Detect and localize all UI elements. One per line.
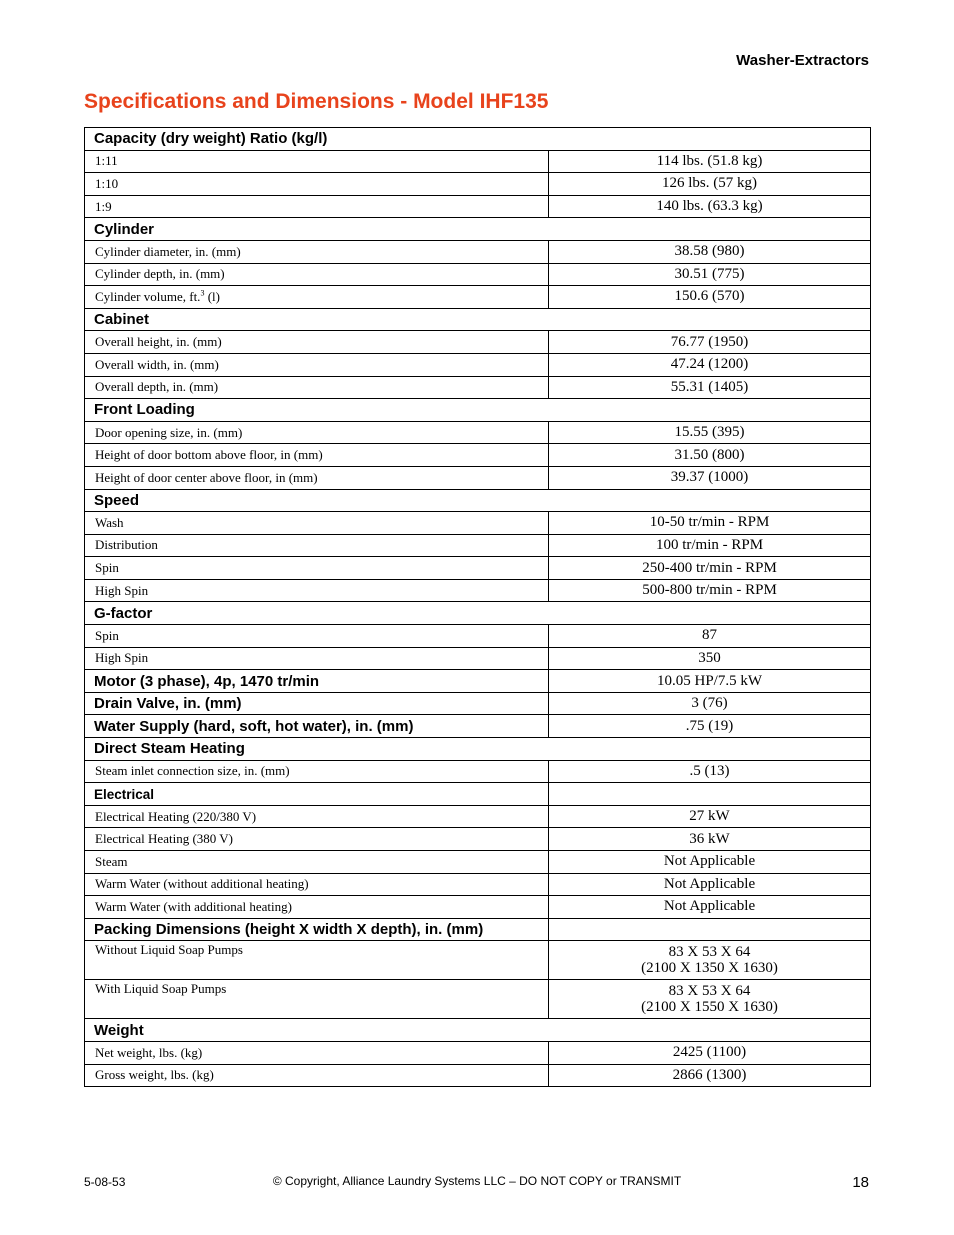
row-label bbox=[85, 286, 549, 309]
table-row bbox=[85, 670, 871, 693]
row-label: Electrical Heating (220/380 V) bbox=[85, 805, 549, 828]
row-value bbox=[549, 980, 871, 1019]
table-row bbox=[85, 150, 871, 173]
row-label: High Spin bbox=[85, 647, 549, 670]
table-row bbox=[85, 1041, 871, 1064]
table-row bbox=[85, 625, 871, 648]
row-label: Cylinder diameter, in. (mm) bbox=[85, 240, 549, 263]
table-row bbox=[85, 263, 871, 286]
table-row bbox=[85, 647, 871, 670]
section-heading-capacity: Capacity (dry weight) Ratio (kg/l) bbox=[85, 128, 871, 151]
row-value: 30.51 (775) bbox=[549, 263, 871, 286]
row-label: Without Liquid Soap Pumps bbox=[85, 941, 549, 980]
row-label: Net weight, lbs. (kg) bbox=[85, 1041, 549, 1064]
motor-value: 10.05 HP/7.5 kW bbox=[549, 670, 871, 693]
document-number: 5-08-53 bbox=[84, 1175, 126, 1189]
section-header-row bbox=[85, 218, 871, 241]
table-row bbox=[85, 353, 871, 376]
table-row bbox=[85, 195, 871, 218]
table-row bbox=[85, 805, 871, 828]
row-value: 140 lbs. (63.3 kg) bbox=[549, 195, 871, 218]
row-value: 47.24 (1200) bbox=[549, 353, 871, 376]
row-label: Overall width, in. (mm) bbox=[85, 353, 549, 376]
section-heading-front-loading: Front Loading bbox=[85, 399, 871, 422]
section-heading-cabinet: Cabinet bbox=[85, 308, 871, 331]
row-value: 76.77 (1950) bbox=[549, 331, 871, 354]
motor-label: Motor (3 phase), 4p, 1470 tr/min bbox=[85, 670, 549, 693]
row-label: Overall depth, in. (mm) bbox=[85, 376, 549, 399]
row-value: 500-800 tr/min - RPM bbox=[549, 579, 871, 602]
table-row bbox=[85, 918, 871, 941]
section-header-row bbox=[85, 489, 871, 512]
copyright-notice: © Copyright, Alliance Laundry Systems LLC – DO NOT COPY or TRANSMIT bbox=[272, 1174, 682, 1188]
water-supply-label: Water Supply (hard, soft, hot water), in. (mm) bbox=[85, 715, 549, 738]
empty-cell bbox=[549, 783, 871, 806]
section-header: Washer-Extractors bbox=[736, 52, 869, 69]
row-value: 39.37 (1000) bbox=[549, 466, 871, 489]
table-row bbox=[85, 896, 871, 919]
row-label: 1:10 bbox=[85, 173, 549, 196]
row-value bbox=[549, 941, 871, 980]
section-header-row bbox=[85, 308, 871, 331]
section-heading-weight: Weight bbox=[85, 1019, 871, 1042]
row-label-unit: (l) bbox=[204, 288, 220, 304]
table-row bbox=[85, 331, 871, 354]
row-value: Not Applicable bbox=[549, 851, 871, 874]
page-title: Specifications and Dimensions - Model IHF135 bbox=[84, 90, 549, 113]
table-row bbox=[85, 512, 871, 535]
row-value: 87 bbox=[549, 625, 871, 648]
section-header-row bbox=[85, 1019, 871, 1042]
table-row bbox=[85, 941, 871, 980]
table-row bbox=[85, 173, 871, 196]
row-label: Height of door bottom above floor, in (mm) bbox=[85, 444, 549, 467]
superscript: 3 bbox=[200, 288, 205, 298]
section-header-row bbox=[85, 128, 871, 151]
table-row bbox=[85, 1064, 871, 1087]
drain-valve-label: Drain Valve, in. (mm) bbox=[85, 692, 549, 715]
table-row bbox=[85, 240, 871, 263]
row-label: 1:11 bbox=[85, 150, 549, 173]
row-value: 15.55 (395) bbox=[549, 421, 871, 444]
drain-valve-value: 3 (76) bbox=[549, 692, 871, 715]
row-value: 38.58 (980) bbox=[549, 240, 871, 263]
row-value: 114 lbs. (51.8 kg) bbox=[549, 150, 871, 173]
row-value: Not Applicable bbox=[549, 873, 871, 896]
row-label: Gross weight, lbs. (kg) bbox=[85, 1064, 549, 1087]
table-row bbox=[85, 851, 871, 874]
row-label-text: Cylinder volume, ft. bbox=[95, 288, 201, 304]
row-value: 100 tr/min - RPM bbox=[549, 534, 871, 557]
row-value: 126 lbs. (57 kg) bbox=[549, 173, 871, 196]
row-value: 150.6 (570) bbox=[549, 286, 871, 309]
table-row bbox=[85, 534, 871, 557]
value-line: 83 X 53 X 64 bbox=[668, 983, 751, 1000]
table-row bbox=[85, 692, 871, 715]
row-label: Steam inlet connection size, in. (mm) bbox=[85, 760, 549, 783]
table-row bbox=[85, 760, 871, 783]
row-value: 250-400 tr/min - RPM bbox=[549, 557, 871, 580]
row-value: 55.31 (1405) bbox=[549, 376, 871, 399]
section-header-row bbox=[85, 602, 871, 625]
table-row bbox=[85, 421, 871, 444]
row-label: Warm Water (without additional heating) bbox=[85, 873, 549, 896]
section-heading-gfactor: G-factor bbox=[85, 602, 871, 625]
section-heading-speed: Speed bbox=[85, 489, 871, 512]
row-label: Cylinder depth, in. (mm) bbox=[85, 263, 549, 286]
row-label: Spin bbox=[85, 625, 549, 648]
row-value: 2425 (1100) bbox=[549, 1041, 871, 1064]
specifications-table bbox=[84, 127, 871, 1087]
row-label: High Spin bbox=[85, 579, 549, 602]
row-label: Door opening size, in. (mm) bbox=[85, 421, 549, 444]
row-label: Spin bbox=[85, 557, 549, 580]
section-header-row bbox=[85, 399, 871, 422]
row-value: 27 kW bbox=[549, 805, 871, 828]
row-value: 350 bbox=[549, 647, 871, 670]
row-value: 31.50 (800) bbox=[549, 444, 871, 467]
row-label: With Liquid Soap Pumps bbox=[85, 980, 549, 1019]
row-value: 10-50 tr/min - RPM bbox=[549, 512, 871, 535]
table-row bbox=[85, 783, 871, 806]
section-heading-packing: Packing Dimensions (height X width X depth), in. (mm) bbox=[85, 918, 549, 941]
row-value: Not Applicable bbox=[549, 896, 871, 919]
row-label: Distribution bbox=[85, 534, 549, 557]
table-row bbox=[85, 466, 871, 489]
row-label: 1:9 bbox=[85, 195, 549, 218]
value-line: (2100 X 1350 X 1630) bbox=[641, 960, 778, 977]
value-line: 83 X 53 X 64 bbox=[668, 944, 751, 961]
table-row bbox=[85, 715, 871, 738]
table-row bbox=[85, 579, 871, 602]
table-row bbox=[85, 444, 871, 467]
table-row bbox=[85, 873, 871, 896]
section-heading-cylinder: Cylinder bbox=[85, 218, 871, 241]
row-label: Steam bbox=[85, 851, 549, 874]
row-label: Warm Water (with additional heating) bbox=[85, 896, 549, 919]
empty-cell bbox=[549, 918, 871, 941]
table-row bbox=[85, 828, 871, 851]
table-row bbox=[85, 376, 871, 399]
row-value: .5 (13) bbox=[549, 760, 871, 783]
page-number: 18 bbox=[852, 1174, 869, 1191]
row-label: Wash bbox=[85, 512, 549, 535]
water-supply-value: .75 (19) bbox=[549, 715, 871, 738]
row-label: Height of door center above floor, in (mm) bbox=[85, 466, 549, 489]
section-header-row bbox=[85, 738, 871, 761]
row-value: 2866 (1300) bbox=[549, 1064, 871, 1087]
value-line: (2100 X 1550 X 1630) bbox=[641, 999, 778, 1016]
table-row bbox=[85, 557, 871, 580]
row-label: Electrical Heating (380 V) bbox=[85, 828, 549, 851]
table-row bbox=[85, 286, 871, 309]
section-heading-electrical: Electrical bbox=[85, 783, 549, 806]
table-row bbox=[85, 980, 871, 1019]
row-label: Overall height, in. (mm) bbox=[85, 331, 549, 354]
row-value: 36 kW bbox=[549, 828, 871, 851]
section-heading-steam: Direct Steam Heating bbox=[85, 738, 871, 761]
